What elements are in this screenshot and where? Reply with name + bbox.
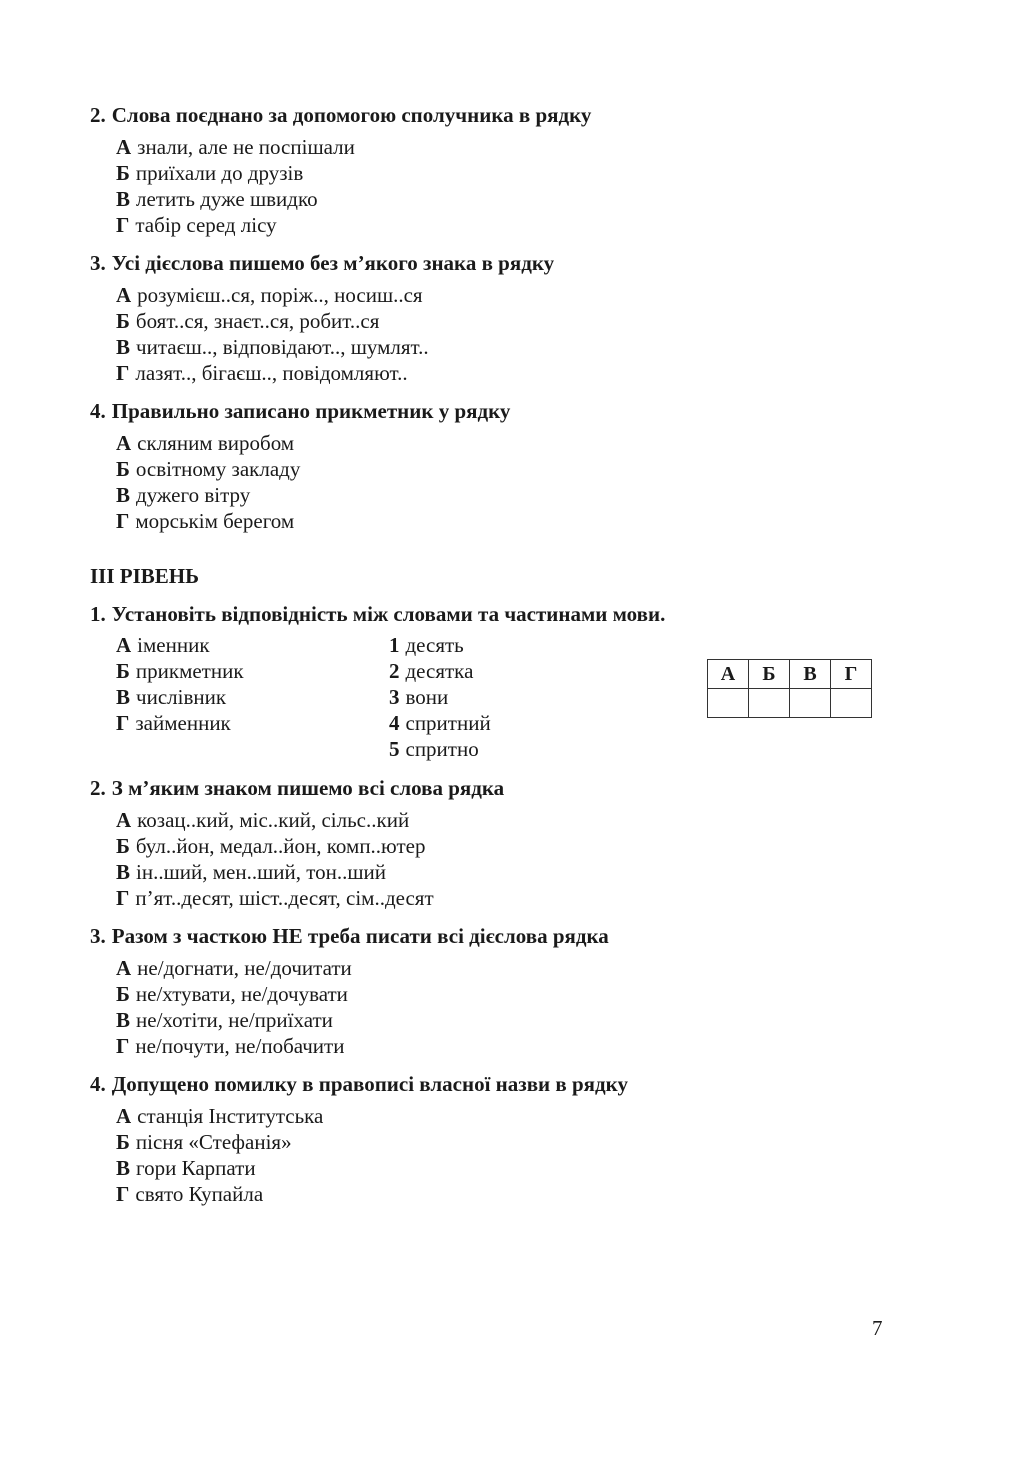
option-text: приїхали до друзів <box>135 161 304 185</box>
question-text: Слова поєднано за допомогою сполучника в рядку <box>111 103 592 127</box>
answer-option <box>116 134 355 160</box>
option-letter: В <box>116 1008 131 1032</box>
option-letter: В <box>116 860 131 884</box>
question-text: Установіть відповідність між словами та частинами мови. <box>111 602 666 626</box>
match-left-item <box>116 658 244 684</box>
option-text: козац..кий, міс..кий, сільс..кий <box>137 808 410 832</box>
option-letter: В <box>116 483 131 507</box>
option-text: читаєш.., відповідают.., шумлят.. <box>136 335 429 359</box>
option-letter: В <box>116 187 131 211</box>
answer-option <box>116 1033 352 1059</box>
answer-grid-header-row <box>708 660 872 689</box>
option-number: 2 <box>389 659 400 683</box>
answer-option <box>116 807 434 833</box>
question-heading <box>90 398 510 424</box>
option-text: дужего вітру <box>136 483 251 507</box>
option-text: боят..ся, знаєт..ся, робит..ся <box>135 309 380 333</box>
question-heading <box>90 775 504 801</box>
question-text: Разом з часткою НЕ треба писати всі дієслова рядка <box>111 924 609 948</box>
question-text: Допущено помилку в правописі власної назви в рядку <box>111 1072 628 1096</box>
option-letter: Б <box>116 457 130 481</box>
option-text: не/хотіти, не/приїхати <box>136 1008 333 1032</box>
answer-option <box>116 334 429 360</box>
option-letter: Б <box>116 309 130 333</box>
answer-grid <box>707 659 872 718</box>
question-heading <box>90 250 554 276</box>
answer-grid-cell[interactable] <box>790 689 831 718</box>
answer-option <box>116 1181 323 1207</box>
option-text: п’ят..десят, шіст..десят, сім..десят <box>135 886 434 910</box>
answer-option <box>116 308 429 334</box>
option-text: не/почути, не/побачити <box>135 1034 345 1058</box>
option-number: 1 <box>389 633 400 657</box>
answer-option <box>116 1155 323 1181</box>
answer-option <box>116 186 355 212</box>
option-letter: Б <box>116 1130 130 1154</box>
option-text: числівник <box>136 685 227 709</box>
option-text: десятка <box>405 659 474 683</box>
option-text: бул..йон, медал..йон, комп..ютер <box>135 834 426 858</box>
answer-options <box>116 1103 323 1207</box>
option-number: 5 <box>389 737 400 761</box>
question-number: 3. <box>90 251 106 275</box>
match-left-item <box>116 684 244 710</box>
answer-option <box>116 1129 323 1155</box>
page-number: 7 <box>872 1316 883 1340</box>
option-text: ін..ший, мен..ший, тон..ший <box>136 860 387 884</box>
answer-grid-header: В <box>790 660 831 689</box>
match-right-item <box>389 684 491 710</box>
match-right-item <box>389 736 491 762</box>
option-letter: А <box>116 633 132 657</box>
option-text: освітному закладу <box>135 457 301 481</box>
question-number: 4. <box>90 1072 106 1096</box>
answer-option <box>116 859 434 885</box>
answer-grid-input-row <box>708 689 872 718</box>
option-number: 3 <box>389 685 400 709</box>
option-letter: Г <box>116 886 130 910</box>
answer-grid-cell[interactable] <box>831 689 872 718</box>
option-text: займенник <box>135 711 231 735</box>
answer-option <box>116 160 355 186</box>
option-letter: А <box>116 956 132 980</box>
option-text: летить дуже швидко <box>136 187 318 211</box>
option-letter: А <box>116 135 132 159</box>
option-letter: Б <box>116 659 130 683</box>
option-text: гори Карпати <box>136 1156 256 1180</box>
option-letter: Б <box>116 982 130 1006</box>
match-left-column <box>116 632 244 736</box>
question-heading <box>90 1071 628 1097</box>
answer-option <box>116 885 434 911</box>
option-letter: А <box>116 283 132 307</box>
question-heading <box>90 102 591 128</box>
question-text: З м’яким знаком пишемо всі слова рядка <box>111 776 505 800</box>
answer-option <box>116 212 355 238</box>
option-letter: А <box>116 431 132 455</box>
match-right-item <box>389 632 491 658</box>
answer-grid-cell[interactable] <box>708 689 749 718</box>
option-letter: Г <box>116 711 130 735</box>
answer-options <box>116 134 355 238</box>
question-number: 1. <box>90 602 106 626</box>
question-number: 2. <box>90 776 106 800</box>
option-letter: Г <box>116 1182 130 1206</box>
option-letter: Г <box>116 361 130 385</box>
match-right-item <box>389 710 491 736</box>
option-letter: Г <box>116 213 130 237</box>
answer-options <box>116 282 429 386</box>
option-text: морськім берегом <box>135 509 295 533</box>
answer-option <box>116 360 429 386</box>
option-text: десять <box>405 633 464 657</box>
question-number: 2. <box>90 103 106 127</box>
option-text: не/хтувати, не/дочувати <box>135 982 348 1006</box>
answer-grid-header: Б <box>749 660 790 689</box>
option-text: спритно <box>405 737 479 761</box>
option-text: свято Купайла <box>135 1182 264 1206</box>
answer-option <box>116 981 352 1007</box>
option-letter: А <box>116 1104 132 1128</box>
option-text: лазят.., бігаєш.., повідомляют.. <box>135 361 408 385</box>
option-text: скляним виробом <box>137 431 295 455</box>
answer-grid-header: А <box>708 660 749 689</box>
match-left-item <box>116 710 244 736</box>
answer-option <box>116 456 300 482</box>
option-text: вони <box>405 685 449 709</box>
question-number: 4. <box>90 399 106 423</box>
match-right-item <box>389 658 491 684</box>
question-heading <box>90 601 665 627</box>
option-letter: Г <box>116 509 130 533</box>
question-number: 3. <box>90 924 106 948</box>
answer-option <box>116 833 434 859</box>
answer-option <box>116 430 300 456</box>
answer-options <box>116 955 352 1059</box>
answer-option <box>116 955 352 981</box>
question-text: Правильно записано прикметник у рядку <box>111 399 511 423</box>
option-letter: В <box>116 335 131 359</box>
answer-option <box>116 508 300 534</box>
answer-option <box>116 482 300 508</box>
option-text: розумієш..ся, поріж.., носиш..ся <box>137 283 423 307</box>
option-text: табір серед лісу <box>135 213 277 237</box>
answer-grid-cell[interactable] <box>749 689 790 718</box>
answer-option <box>116 1103 323 1129</box>
question-heading <box>90 923 609 949</box>
option-letter: Б <box>116 161 130 185</box>
answer-option <box>116 1007 352 1033</box>
match-right-column <box>389 632 491 762</box>
option-text: не/догнати, не/дочитати <box>137 956 352 980</box>
option-number: 4 <box>389 711 400 735</box>
option-text: пісня «Стефанія» <box>135 1130 292 1154</box>
answer-options <box>116 807 434 911</box>
match-left-item <box>116 632 244 658</box>
option-text: іменник <box>137 633 210 657</box>
option-text: знали, але не поспішали <box>137 135 355 159</box>
option-text: станція Інститутська <box>137 1104 324 1128</box>
level-heading: ІІІ РІВЕНЬ <box>90 564 199 588</box>
option-text: спритний <box>405 711 491 735</box>
option-text: прикметник <box>135 659 244 683</box>
option-letter: А <box>116 808 132 832</box>
option-letter: Г <box>116 1034 130 1058</box>
answer-option <box>116 282 429 308</box>
option-letter: В <box>116 1156 131 1180</box>
option-letter: В <box>116 685 131 709</box>
question-text: Усі дієслова пишемо без м’якого знака в рядку <box>111 251 555 275</box>
answer-options <box>116 430 300 534</box>
option-letter: Б <box>116 834 130 858</box>
answer-grid-header: Г <box>831 660 872 689</box>
